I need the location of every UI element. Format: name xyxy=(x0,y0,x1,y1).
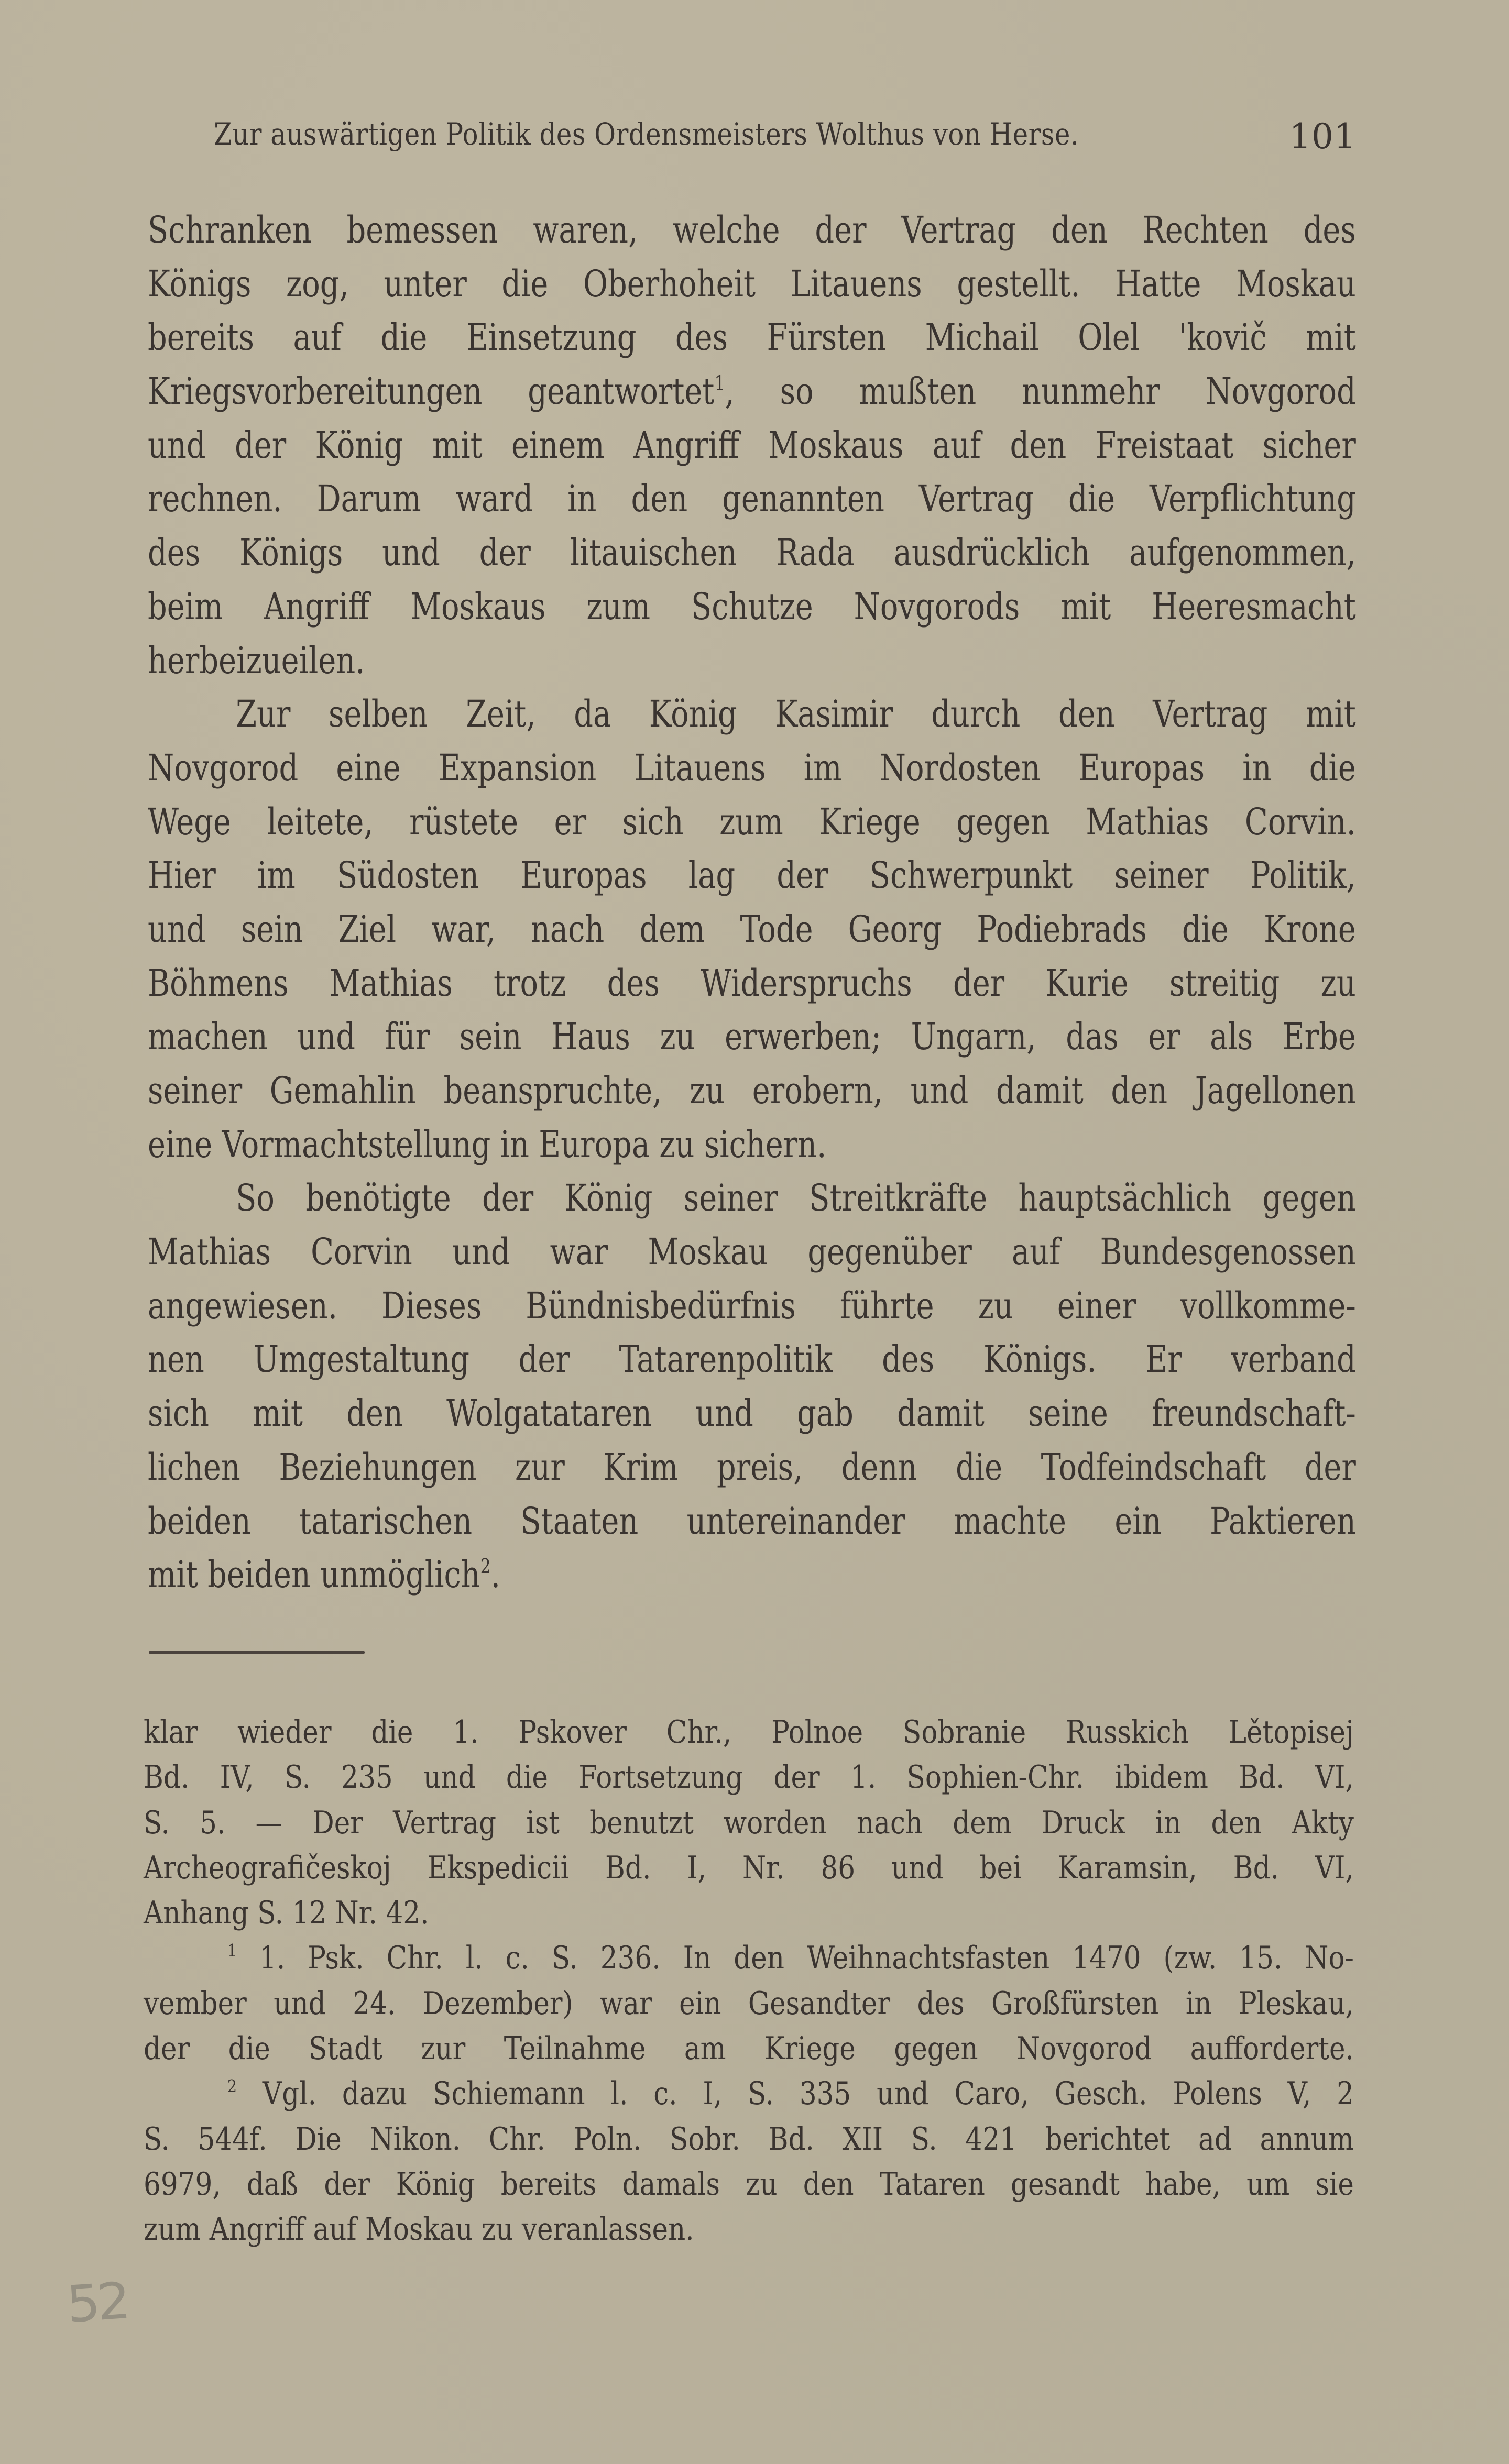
text-line: Hier im Südosten Europas lag der Schwerpunkt seiner Politik, xyxy=(148,854,1356,897)
footnote-2-line xyxy=(144,2071,1354,2116)
footnotes xyxy=(144,1710,1354,2252)
footnote-line: S. 5. — Der Vertrag ist benutzt worden nach dem Druck in den Akty xyxy=(144,1804,1354,1841)
text-line: des Königs und der litauischen Rada ausdrücklich aufgenommen, xyxy=(148,531,1356,575)
text-line: lichen Beziehungen zur Krim preis, denn die Todfeindschaft der xyxy=(148,1445,1356,1489)
text-line xyxy=(148,1548,1356,1602)
text-line: seiner Gemahlin beanspruchte, zu erobern, und damit den Jagellonen xyxy=(148,1069,1356,1112)
text-segment: Vgl. dazu Schiemann l. c. I, S. 335 und Caro, Gesch. Polens V, 2 xyxy=(262,2075,1354,2113)
text-line: und der König mit einem Angriff Moskaus auf den Freistaat sicher xyxy=(148,423,1356,467)
footnote-line: Bd. IV, S. 235 und die Fortsetzung der 1. Sophien-Chr. ibidem Bd. VI, xyxy=(144,1759,1354,1796)
main-text xyxy=(148,203,1356,1602)
footnote-divider xyxy=(149,1651,365,1654)
footnote-line: Anhang S. 12 Nr. 42. xyxy=(144,1895,429,1932)
handwritten-page-mark: 52 xyxy=(64,2271,129,2334)
page-number: 101 xyxy=(1289,116,1356,157)
footnote-2-line: S. 544f. Die Nikon. Chr. Poln. Sobr. Bd. XII S. 421 berichtet ad annum xyxy=(144,2120,1354,2158)
text-segment: , so mußten nunmehr Novgorod xyxy=(725,370,1356,413)
text-line: sich mit den Wolgatataren und gab damit seine freundschaft- xyxy=(148,1392,1356,1435)
text-line: rechnen. Darum ward in den genannten Vertrag die Verpflichtung xyxy=(148,477,1356,521)
text-line: Novgorod eine Expansion Litauens im Nordosten Europas in die xyxy=(148,746,1356,789)
text-segment: 1. Psk. Chr. l. c. S. 236. In den Weihnachtsfasten 1470 (zw. 15. No- xyxy=(259,1940,1354,1977)
text-segment: mit beiden unmöglich xyxy=(148,1553,480,1597)
text-line: bereits auf die Einsetzung des Fürsten Michail Olel 'kovič mit xyxy=(148,316,1356,359)
running-head xyxy=(214,116,1356,158)
text-segment: . xyxy=(490,1553,500,1597)
footnote-1-marker: 1 xyxy=(227,1940,237,1961)
footnote-line: klar wieder die 1. Pskover Chr., Polnoe Sobranie Russkich Lětopisej xyxy=(144,1714,1354,1751)
text-line: angewiesen. Dieses Bündnisbedürfnis führte zu einer vollkomme- xyxy=(148,1284,1356,1327)
text-line: beiden tatarischen Staaten untereinander machte ein Paktieren xyxy=(148,1499,1356,1543)
text-line: herbeizueilen. xyxy=(148,639,365,682)
footnote-line: Archeografičeskoj Ekspedicii Bd. I, Nr. 86 und bei Karamsin, Bd. VI, xyxy=(144,1849,1354,1886)
footnote-ref-1[interactable]: 1 xyxy=(714,371,725,395)
text-line xyxy=(148,365,1356,419)
text-line: Wege leitete, rüstete er sich zum Kriege gegen Mathias Corvin. xyxy=(148,800,1356,843)
footnote-1-line: vember und 24. Dezember) war ein Gesandter des Großfürsten in Pleskau, xyxy=(144,1985,1354,2022)
text-line: Schranken bemessen waren, welche der Vertrag den Rechten des xyxy=(148,208,1356,251)
running-head-title: Zur auswärtigen Politik des Ordensmeisters Wolthus von Herse. xyxy=(214,116,1079,152)
text-line: Königs zog, unter die Oberhoheit Litauens gestellt. Hatte Moskau xyxy=(148,262,1356,305)
text-line: So benötigte der König seiner Streitkräfte hauptsächlich gegen xyxy=(236,1176,1356,1220)
footnote-2-line: 6979, daß der König bereits damals zu den Tataren gesandt habe, um sie xyxy=(144,2165,1354,2203)
text-line: beim Angriff Moskaus zum Schutze Novgorods mit Heeresmacht xyxy=(148,585,1356,628)
text-line: machen und für sein Haus zu erwerben; Ungarn, das er als Erbe xyxy=(148,1015,1356,1059)
text-line: und sein Ziel war, nach dem Tode Georg Podiebrads die Krone xyxy=(148,907,1356,951)
footnote-ref-2[interactable]: 2 xyxy=(480,1555,491,1579)
footnote-2-line: zum Angriff auf Moskau zu veranlassen. xyxy=(144,2211,694,2248)
text-line: nen Umgestaltung der Tatarenpolitik des Königs. Er verband xyxy=(148,1338,1356,1381)
footnote-2-marker: 2 xyxy=(227,2076,237,2097)
footnote-1-line xyxy=(144,1935,1354,1981)
text-segment: Kriegsvorbereitungen geantwortet xyxy=(148,370,715,413)
text-line: Mathias Corvin und war Moskau gegenüber auf Bundesgenossen xyxy=(148,1230,1356,1274)
text-line: Zur selben Zeit, da König Kasimir durch den Vertrag mit xyxy=(236,692,1356,736)
text-line: Böhmens Mathias trotz des Widerspruchs der Kurie streitig zu xyxy=(148,961,1356,1005)
footnote-1-line: der die Stadt zur Teilnahme am Kriege gegen Novgorod aufforderte. xyxy=(144,2030,1354,2067)
text-line: eine Vormachtstellung in Europa zu sichern. xyxy=(148,1123,827,1166)
